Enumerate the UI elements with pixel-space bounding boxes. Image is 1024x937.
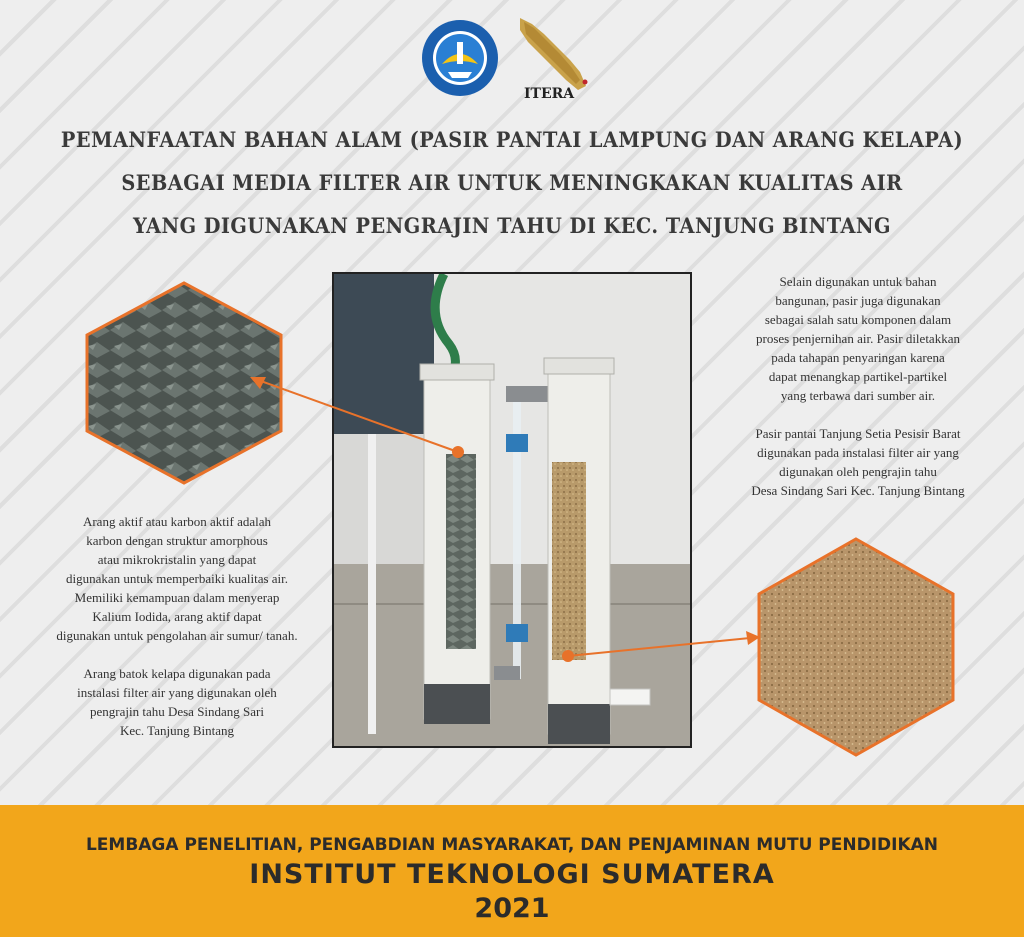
title-line-1: PEMANFAATAN BAHAN ALAM (PASIR PANTAI LAMPUNG DAN ARANG KELAPA) — [60, 127, 964, 152]
footer-institution-name: INSTITUT TEKNOLOGI SUMATERA — [249, 859, 775, 890]
title-line-2: SEBAGAI MEDIA FILTER AIR UNTUK MENINGKAKAN KUALITAS AIR — [121, 170, 903, 195]
sand-description-p1: Selain digunakan untuk bahan bangunan, pasir juga digunakan sebagai salah satu komponen dalam proses penjernihan air. Pasir diletakkan pada tahapan penyaringan karena dapat menangkap partikel-partikel yang terbawa dari sumber air. — [756, 274, 960, 403]
itera-logo-text: ITERA — [524, 86, 575, 102]
footer-banner — [0, 805, 1024, 937]
sand-arrow — [562, 631, 760, 662]
footer-institution-department: LEMBAGA PENELITIAN, PENGABDIAN MASYARAKAT, DAN PENJAMINAN MUTU PENDIDIKAN — [85, 835, 939, 855]
charcoal-description-p1: Arang aktif atau karbon aktif adalah karbon dengan struktur amorphous atau mikrokristalin yang dapat digunakan untuk memperbaiki kualitas air. Memiliki kemampuan dalam menyerap Kalium Iodida, arang aktif dapat digunakan untuk pengolahan air sumur/ tanah. — [56, 514, 298, 643]
title-line-3: YANG DIGUNAKAN PENGRAJIN TAHU DI KEC. TANJUNG BINTANG — [132, 213, 892, 238]
charcoal-description-p2: Arang batok kelapa digunakan pada instalasi filter air yang digunakan oleh pengrajin tahu Desa Sindang Sari Kec. Tanjung Bintang — [77, 666, 277, 738]
charcoal-arrow — [250, 377, 464, 458]
footer-year: 2021 — [474, 893, 550, 924]
sand-description-p2: Pasir pantai Tanjung Setia Pesisir Barat digunakan pada instalasi filter air yang digunakan oleh pengrajin tahu Desa Sindang Sari Kec. Tanjung Bintang — [751, 426, 965, 498]
sand-description — [708, 272, 1008, 519]
charcoal-description — [22, 512, 332, 759]
